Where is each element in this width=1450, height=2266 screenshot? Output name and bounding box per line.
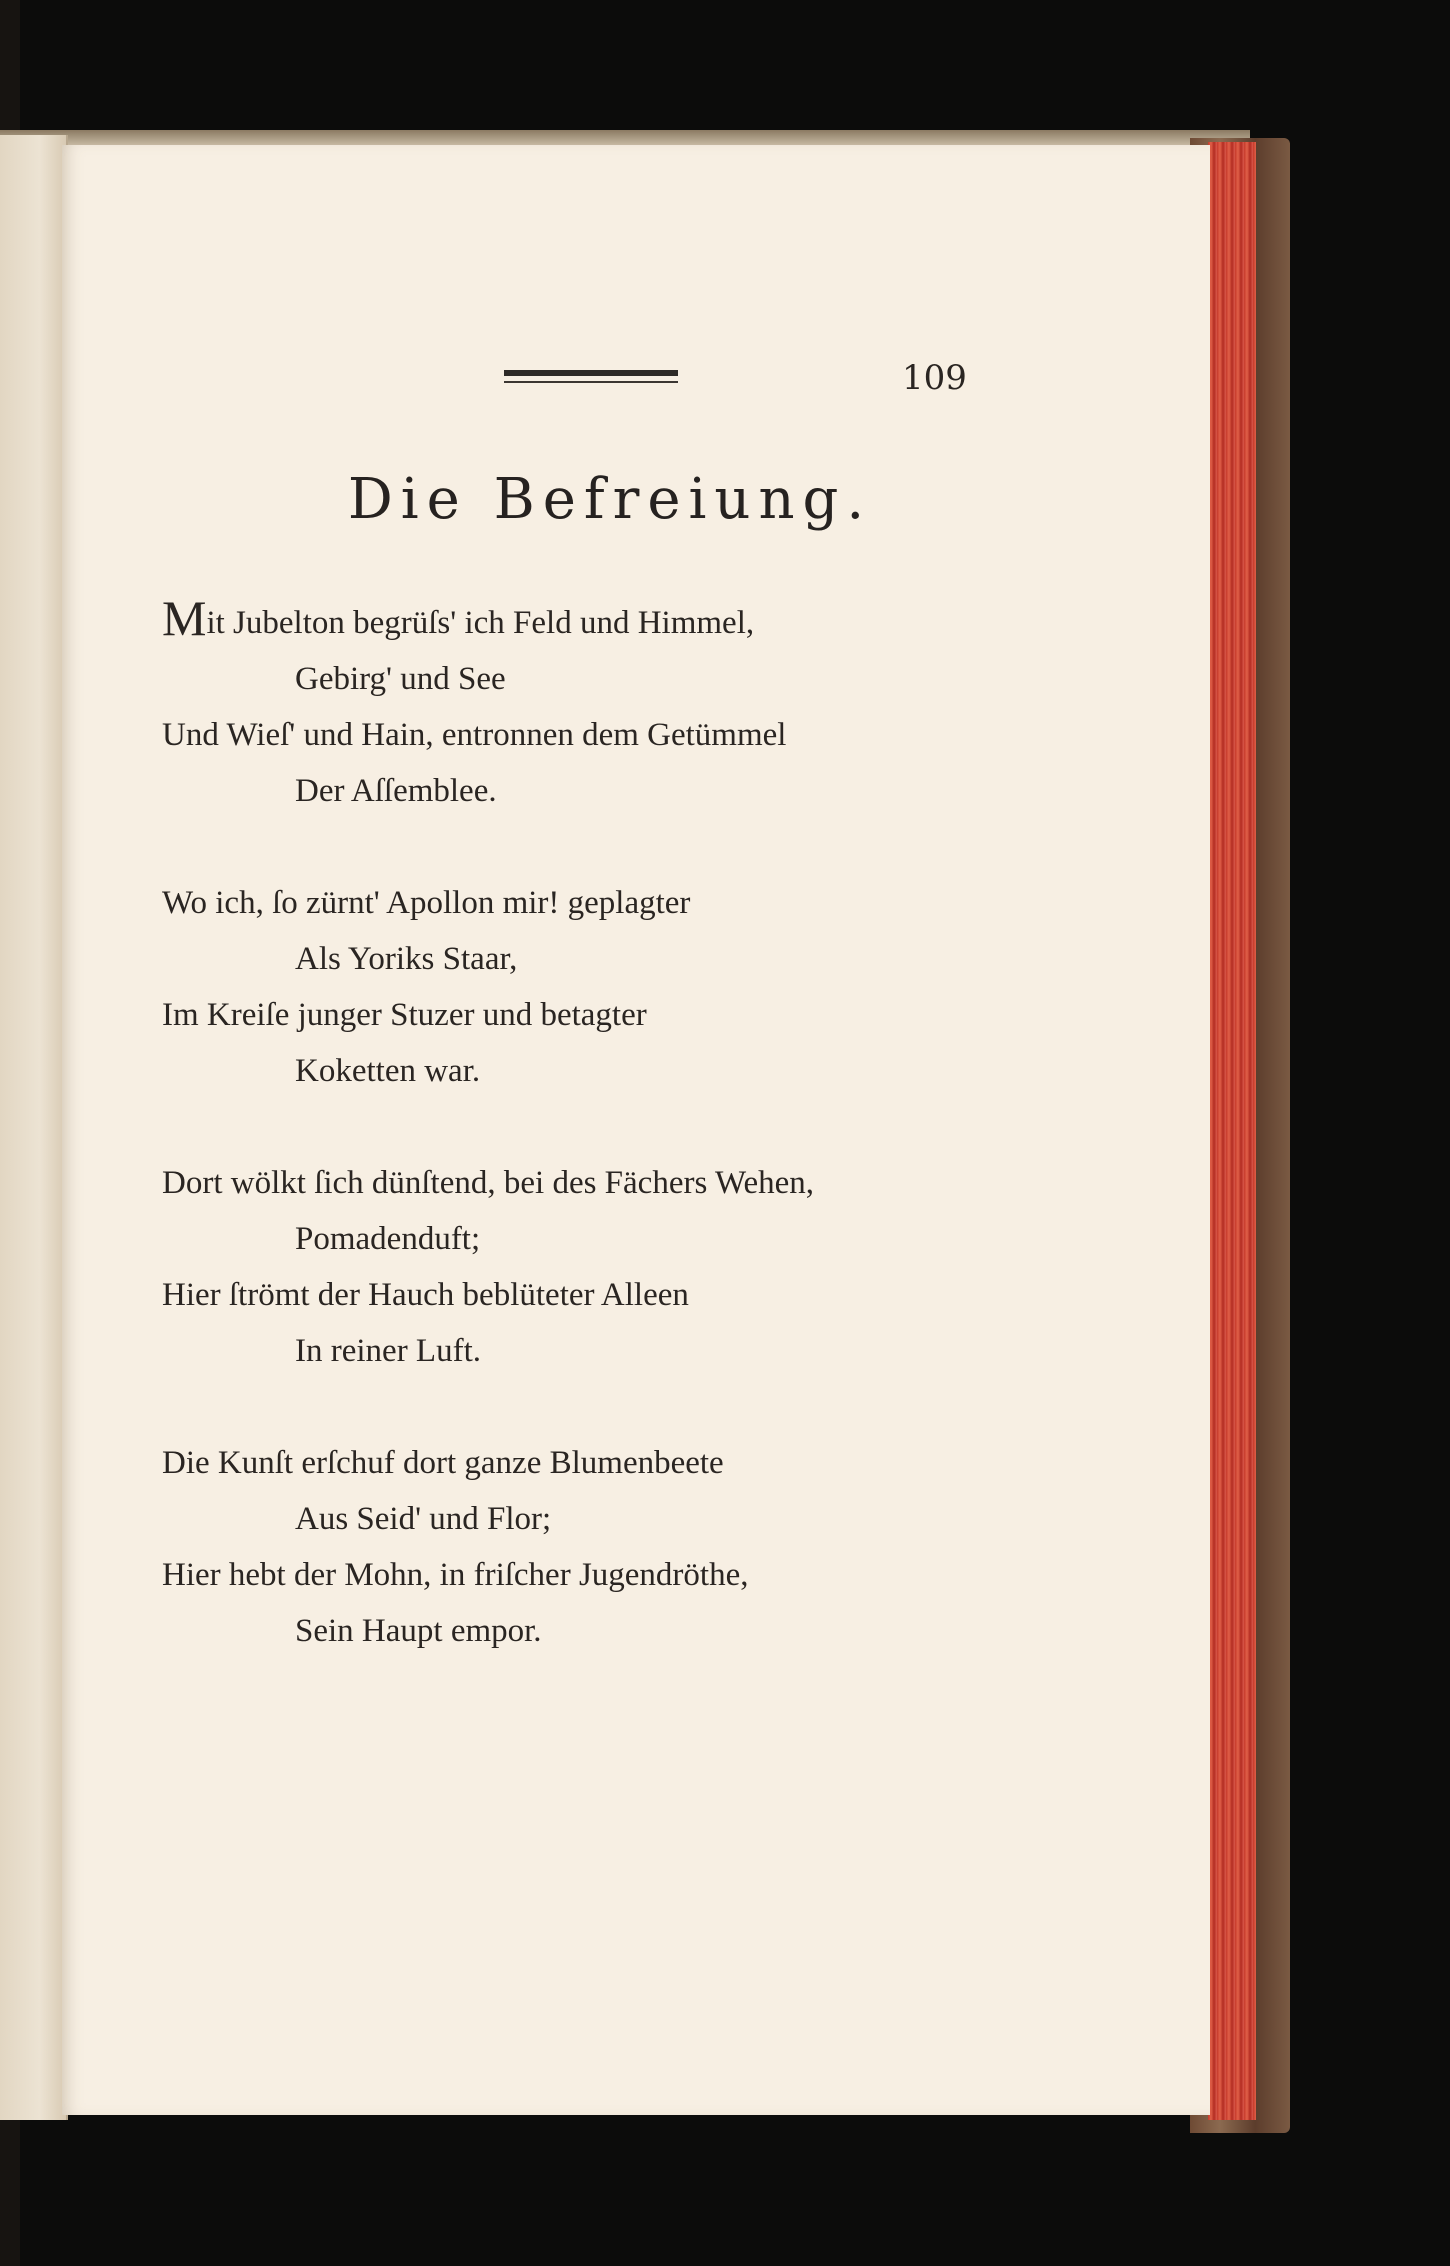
poem-line: Hier hebt der Mohn, in friſcher Jugendröthe,: [162, 1557, 749, 1593]
poem-line: [162, 590, 1062, 651]
poem-line: Die Kunſt erſchuf dort ganze Blumenbeete: [162, 1445, 724, 1481]
drop-cap: M: [162, 590, 207, 646]
poem-line: Pomadenduft;: [295, 1221, 481, 1257]
header-rule-thin: [504, 381, 678, 383]
poem-line: Wo ich, ſo zürnt' Apollon mir! geplagter: [162, 885, 691, 921]
poem-line: In reiner Luft.: [295, 1333, 481, 1369]
poem-line: Koketten war.: [295, 1053, 481, 1089]
stanza-2: [162, 875, 1062, 1099]
stanza-1: [162, 590, 1062, 819]
poem-body: [162, 590, 1062, 1715]
poem-line: Im Kreiſe junger Stuzer und betagter: [162, 997, 647, 1033]
stanza-3: [162, 1155, 1062, 1379]
page-number: 109: [902, 358, 967, 398]
first-line-text: it Jubelton begrüſs' ich Feld und Himmel,: [206, 605, 755, 641]
stanza-4: [162, 1435, 1062, 1659]
poem-line: Hier ſtrömt der Hauch beblüteter Alleen: [162, 1277, 689, 1313]
poem-line: Als Yoriks Staar,: [295, 941, 518, 977]
poem-line: Der Aſſemblee.: [295, 773, 497, 809]
header-rule: [504, 370, 678, 376]
poem-line: Aus Seid' und Flor;: [295, 1501, 552, 1537]
red-page-edges: [1208, 142, 1256, 2120]
poem-line: Gebirg' und See: [295, 661, 506, 697]
poem-title: Die Befreiung.: [347, 467, 873, 532]
left-page-leaf: [0, 135, 68, 2120]
poem-line: Sein Haupt empor.: [295, 1613, 542, 1649]
poem-line: Und Wieſ' und Hain, entronnen dem Getümmel: [162, 717, 787, 753]
poem-line: Dort wölkt ſich dünſtend, bei des Fächers Wehen,: [162, 1165, 815, 1201]
